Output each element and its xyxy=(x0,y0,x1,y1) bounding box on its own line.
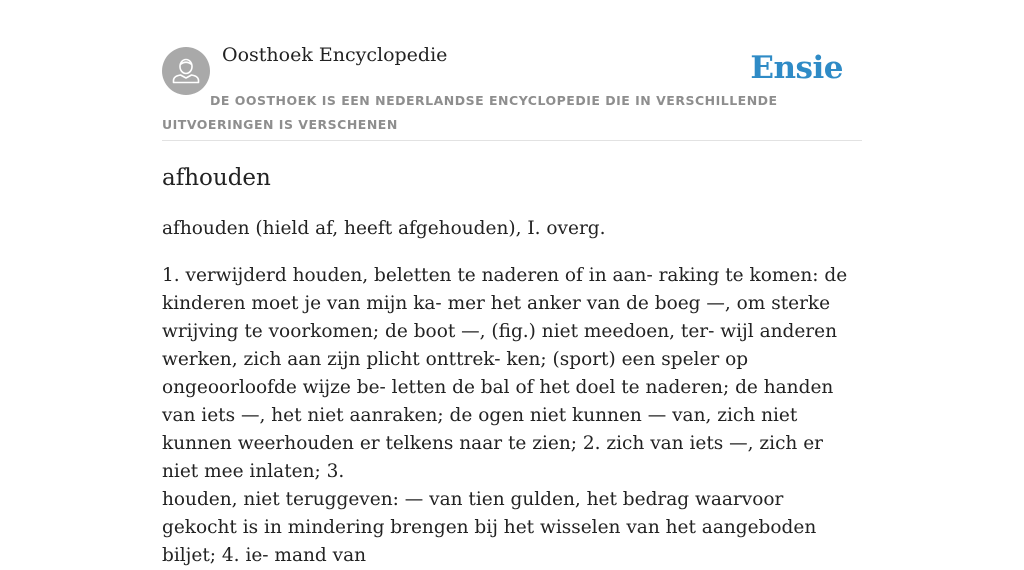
brand-logo[interactable]: Ensie xyxy=(750,50,843,86)
source-name[interactable]: Oosthoek Encyclopedie xyxy=(222,44,448,66)
article xyxy=(162,160,864,570)
definition-body-continued: houden, niet teruggeven: — van tien gulden, het bedrag waarvoor gekocht is in mindering brengen bij het wisselen van het aangeboden biljet; 4. ie- mand van xyxy=(162,489,817,566)
definition-body: 1. verwijderd houden, beletten te naderen of in aan- raking te komen: de kinderen moet je van mijn ka- mer het anker van de boeg —, om sterke wrijving te voorkomen; de boot —, (fig.) niet meedoen, ter- wijl anderen werken, zich aan zijn plicht onttrek- ken; (sport) een speler op ongeoorloofde wijze be- letten de bal of het doel te naderen; de handen van iets —, het niet aanraken; de ogen niet kunnen — van, zich niet kunnen weerhouden er telkens naar te zien; 2. zich van iets —, zich er niet mee inlaten; 3. xyxy=(162,265,848,482)
source-tagline: DE OOSTHOEK IS EEN NEDERLANDSE ENCYCLOPEDIE DIE IN VERSCHILLENDE UITVOERINGEN IS VERSCHENEN xyxy=(162,93,778,132)
avatar[interactable] xyxy=(162,47,210,95)
page-title: afhouden xyxy=(162,165,271,191)
header xyxy=(162,0,862,141)
definition-intro: afhouden (hield af, heeft afgehouden), I. overg. xyxy=(162,218,606,239)
user-icon xyxy=(162,47,210,95)
